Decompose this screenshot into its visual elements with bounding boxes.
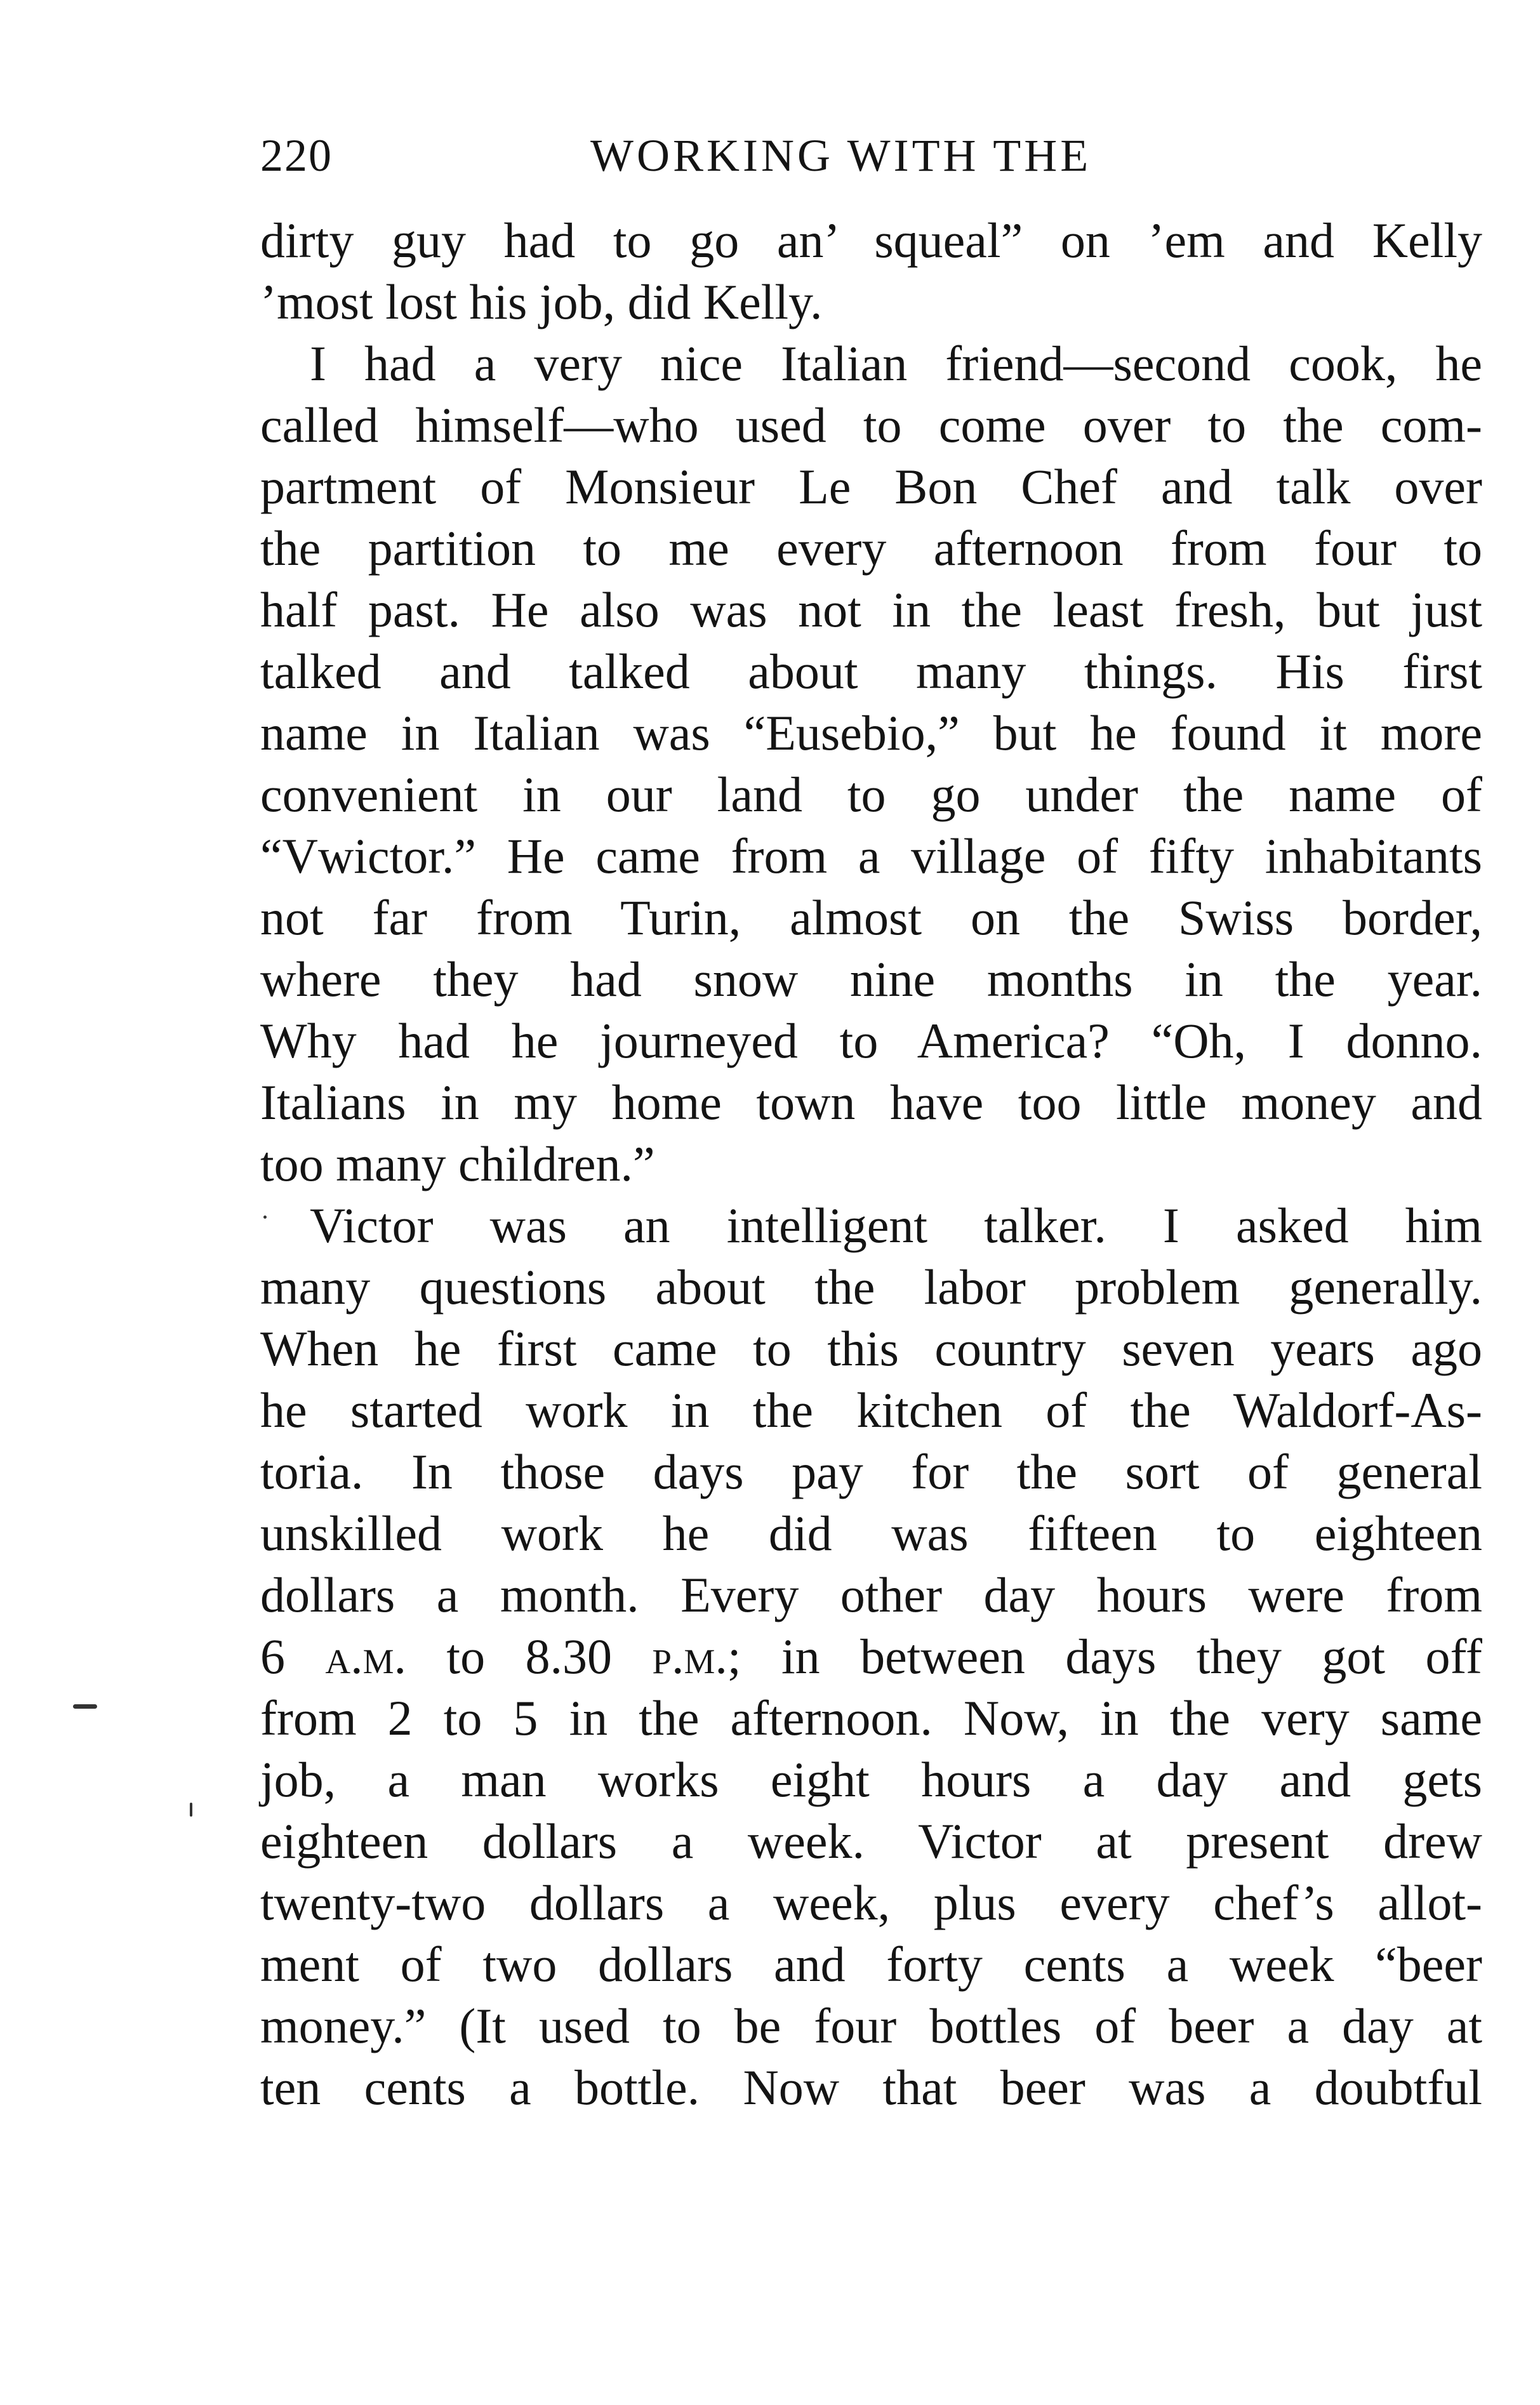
text-line: dirty guy had to go an’ squeal” on ’em and Kelly bbox=[260, 213, 1482, 268]
text-fragment: 6 bbox=[260, 1629, 326, 1684]
margin-speck bbox=[263, 1216, 267, 1219]
margin-speck bbox=[73, 1704, 97, 1709]
text-line: When he first came to this country seven years ago bbox=[260, 1321, 1482, 1376]
text-line: Italians in my home town have too little money and bbox=[260, 1075, 1482, 1130]
text-fragment: to 8.30 bbox=[406, 1629, 653, 1684]
text-line: talked and talked about many things. His first bbox=[260, 644, 1482, 699]
text-line: money.” (It used to be four bottles of beer a day at bbox=[260, 1998, 1482, 2053]
body-text bbox=[260, 209, 1482, 2118]
text-line: called himself—who used to come over to the com- bbox=[260, 397, 1482, 453]
text-line: job, a man works eight hours a day and gets bbox=[260, 1752, 1482, 1807]
page-number: 220 bbox=[260, 130, 333, 181]
text-line: toria. In those days pay for the sort of general bbox=[260, 1444, 1482, 1499]
running-head bbox=[260, 121, 1485, 190]
text-line: Victor was an intelligent talker. I asked him bbox=[310, 1198, 1482, 1253]
text-line: Why had he journeyed to America? “Oh, I donno. bbox=[260, 1013, 1482, 1068]
text-line: from 2 to 5 in the afternoon. Now, in the very same bbox=[260, 1690, 1482, 1746]
text-line: name in Italian was “Eusebio,” but he found it more bbox=[260, 705, 1482, 760]
text-line: many questions about the labor problem generally. bbox=[260, 1259, 1482, 1315]
text-line: twenty-two dollars a week, plus every chef’s allot- bbox=[260, 1875, 1482, 1930]
text-line: the partition to me every afternoon from four to bbox=[260, 520, 1482, 576]
text-line: too many children.” bbox=[260, 1136, 655, 1191]
running-title: WORKING WITH THE bbox=[590, 130, 1092, 181]
time-abbrev-pm: p.m. bbox=[652, 1629, 727, 1684]
text-line bbox=[260, 1626, 1482, 1687]
text-line: not far from Turin, almost on the Swiss border, bbox=[260, 890, 1482, 945]
text-fragment: ; in between days they got off bbox=[727, 1629, 1483, 1684]
text-line: ’most lost his job, did Kelly. bbox=[260, 274, 823, 329]
text-line: unskilled work he did was fifteen to eighteen bbox=[260, 1506, 1482, 1561]
text-line: convenient in our land to go under the name of bbox=[260, 767, 1482, 822]
text-line: “Vwictor.” He came from a village of fifty inhabitants bbox=[260, 828, 1482, 884]
text-line: ment of two dollars and forty cents a week “beer bbox=[260, 1937, 1482, 1992]
margin-speck bbox=[190, 1803, 192, 1817]
text-line: he started work in the kitchen of the Waldorf-As- bbox=[260, 1382, 1482, 1438]
text-line: half past. He also was not in the least fresh, but just bbox=[260, 582, 1482, 637]
text-line: where they had snow nine months in the year. bbox=[260, 951, 1482, 1007]
text-line: partment of Monsieur Le Bon Chef and talk over bbox=[260, 459, 1482, 514]
time-abbrev-am: a.m. bbox=[325, 1629, 407, 1684]
text-line: dollars a month. Every other day hours were from bbox=[260, 1567, 1482, 1622]
text-line: eighteen dollars a week. Victor at present drew bbox=[260, 1813, 1482, 1869]
text-line: I had a very nice Italian friend—second cook, he bbox=[310, 336, 1482, 391]
text-line: ten cents a bottle. Now that beer was a doubtful bbox=[260, 2060, 1482, 2115]
